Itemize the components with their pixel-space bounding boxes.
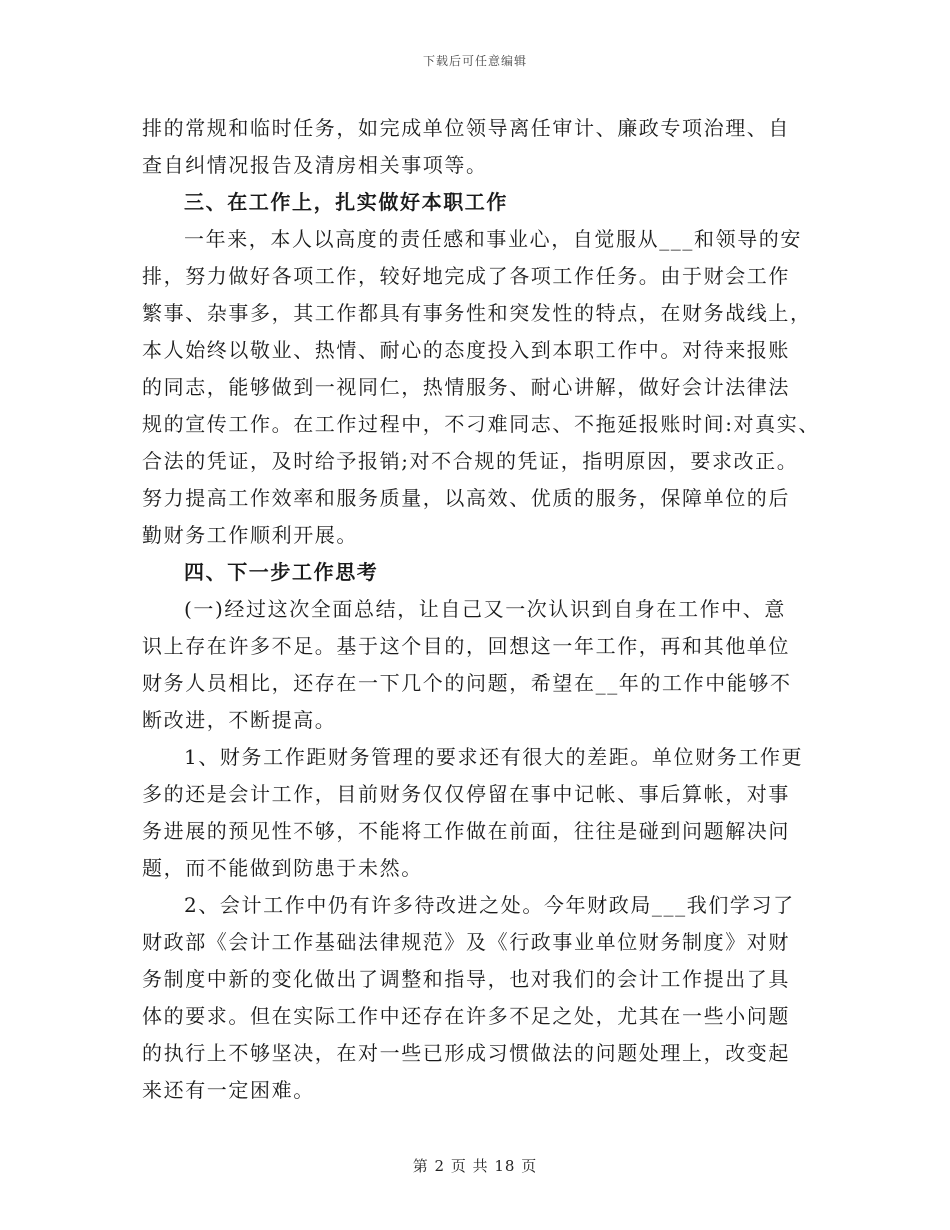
text-line: 繁事、杂事多，其工作都具有事务性和突发性的特点，在财务战线上， (142, 301, 812, 325)
text-line: 1、财务工作距财务管理的要求还有很大的差距。单位财务工作更 (184, 745, 804, 769)
text-line: 财务人员相比，还存在一下几个的问题，希望在__年的工作中能够不 (142, 671, 792, 695)
page-number: 第 2 页 共 18 页 (412, 1157, 538, 1175)
text-line: 一年来，本人以高度的责任感和事业心，自觉服从___和领导的安 (184, 227, 802, 251)
text-line: 规的宣传工作。在工作过程中，不刁难同志、不拖延报账时间:对真实、 (142, 412, 820, 436)
text-line: 查自纠情况报告及清房相关事项等。 (142, 153, 488, 177)
text-line: 多的还是会计工作，目前财务仅仅停留在事中记帐、事后算帐，对事 (142, 782, 790, 806)
text-line: 来还有一定困难。 (142, 1078, 315, 1102)
text-line: 的执行上不够坚决，在对一些已形成习惯做法的问题处理上，改变起 (142, 1041, 790, 1065)
text-line: 识上存在许多不足。基于这个目的，回想这一年工作，再和其他单位 (142, 634, 790, 658)
text-line: 勤财务工作顺利开展。 (142, 523, 358, 547)
section-heading: 三、在工作上，扎实做好本职工作 (184, 190, 508, 214)
section-heading: 四、下一步工作思考 (184, 560, 379, 584)
text-line: 题，而不能做到防患于未然。 (142, 856, 423, 880)
download-note: 下载后可任意编辑 (422, 54, 527, 68)
document-body (142, 110, 832, 1109)
text-line: 务进展的预见性不够，不能将工作做在前面，往往是碰到问题解决问 (142, 819, 790, 843)
text-line: 排，努力做好各项工作，较好地完成了各项工作任务。由于财会工作 (142, 264, 790, 288)
text-line: 的同志，能够做到一视同仁，热情服务、耐心讲解，做好会计法律法 (142, 375, 790, 399)
text-line: 体的要求。但在实际工作中还存在许多不足之处，尤其在一些小问题 (142, 1004, 790, 1028)
text-line: 2、会计工作中仍有许多待改进之处。今年财政局___我们学习了 (184, 893, 795, 917)
text-line: 本人始终以敬业、热情、耐心的态度投入到本职工作中。对待来报账 (142, 338, 790, 362)
text-line: 努力提高工作效率和服务质量，以高效、优质的服务，保障单位的后 (142, 486, 790, 510)
text-line: 合法的凭证，及时给予报销;对不合规的凭证，指明原因，要求改正。 (142, 449, 799, 473)
text-line: (一)经过这次全面总结，让自己又一次认识到自身在工作中、意 (184, 597, 787, 621)
text-line: 断改进，不断提高。 (142, 708, 337, 732)
text-line: 排的常规和临时任务，如完成单位领导离任审计、廉政专项治理、自 (142, 116, 790, 140)
text-line: 财政部《会计工作基础法律规范》及《行政事业单位财务制度》对财 (142, 930, 790, 954)
text-line: 务制度中新的变化做出了调整和指导，也对我们的会计工作提出了具 (142, 967, 790, 991)
